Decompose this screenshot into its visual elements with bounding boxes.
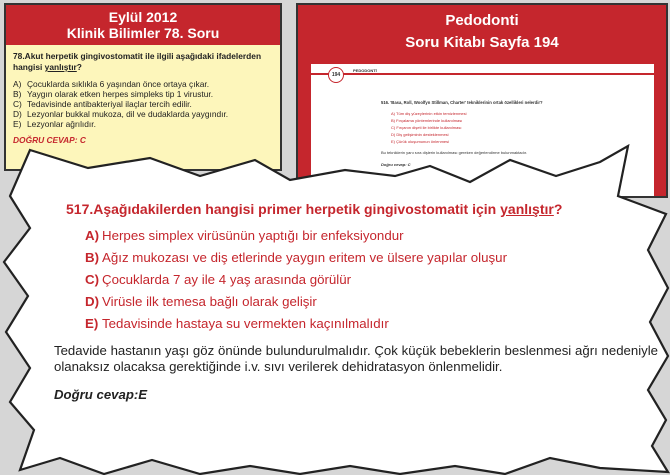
main-question-panel — [54, 200, 656, 402]
correct-answer: Doğru cevap:E — [54, 387, 148, 402]
exam-question-keyword: yanlıştır — [44, 62, 77, 72]
page-option: E) Çürük oluşumunun önlenmesi — [391, 139, 450, 144]
exam-option: E) Lezyonlar ağrılıdır. — [13, 119, 96, 129]
main-option-c: C) Çocuklarda 7 ay ile 4 yaş arasında görülür — [85, 272, 352, 287]
page-option: D) Diş gelişiminin desteklenmesi — [391, 132, 449, 137]
exam-option: D) Lezyonlar bukkal mukoza, dil ve dudaklarda yaygındır. — [13, 109, 229, 119]
exam-date: Eylül 2012 — [108, 9, 178, 25]
page-section-header: PEDODONTİ — [353, 68, 377, 73]
page-option: C) Fırçanın dişeti ile birlikte kullanılması — [391, 125, 462, 130]
page-number-badge: 194 — [328, 67, 344, 83]
explanation-text: Tedavide hastanın yaşı göz önünde bulundurulmalıdır. Çok küçük bebeklerin beslenmesi ağrı nedeniyle olanaksız olacaksa gerektiğinde i.v. sıvı verilerek dehidratasyon önlenmelidir. — [54, 343, 658, 374]
exam-question-text: 78.Akut herpetik gingivostomatit ile ilgili aşağıdaki ifadelerden hangisi yanlıştır? — [13, 51, 262, 72]
book-subject: Pedodonti — [445, 12, 519, 29]
main-option-b: B) Ağız mukozası ve diş etlerinde yaygın eritem ve ülsere yapılar oluşur — [85, 250, 508, 265]
main-option-d: D) Virüsle ilk temesa bağlı olarak gelişir — [85, 294, 317, 309]
main-option-e: E) Tedavisinde hastaya su vermekten kaçınılmalıdır — [85, 316, 389, 331]
main-option-a: A) Herpes simplex virüsünün yaptığı bir enfeksiyondur — [85, 228, 404, 243]
exam-option: C) Tedavisinde antibakteriyal ilaçlar tercih edilir. — [13, 99, 192, 109]
page-option: A) Tüm diş yüzeylerinin etkin temizlenmesi — [391, 111, 467, 116]
page-note: Bu tekniklerin yanı sıra dişlerin kullanılması gereken değerlendirme bulunmaktadır. — [381, 150, 528, 155]
exam-question-ref: Klinik Bilimler 78. Soru — [66, 25, 220, 41]
main-question-text: 517.Aşağıdakilerden hangisi primer herpetik gingivostomatit için yanlıştır? — [66, 201, 563, 217]
exam-option: B) Yaygın olarak etken herpes simpleks tip 1 virustur. — [13, 89, 214, 99]
main-option-list — [85, 225, 656, 335]
page-option: B) Fırçalama yöntemlerinde kullanılması — [391, 118, 463, 123]
exam-answer: DOĞRU CEVAP: C — [13, 135, 86, 145]
exam-option: A) Çocuklarda sıklıkla 6 yaşından önce ortaya çıkar. — [13, 79, 210, 89]
book-page-ref: Soru Kitabı Sayfa 194 — [405, 34, 559, 51]
page-question-text: 516. 'Basa, Roll, Woolfyn Stillman, Charter' tekniklerinin ortak özellikleri nelerdir? — [381, 100, 543, 105]
main-question-keyword: yanlıştır — [500, 201, 554, 217]
page-answer: Doğru cevap: C — [381, 162, 411, 167]
